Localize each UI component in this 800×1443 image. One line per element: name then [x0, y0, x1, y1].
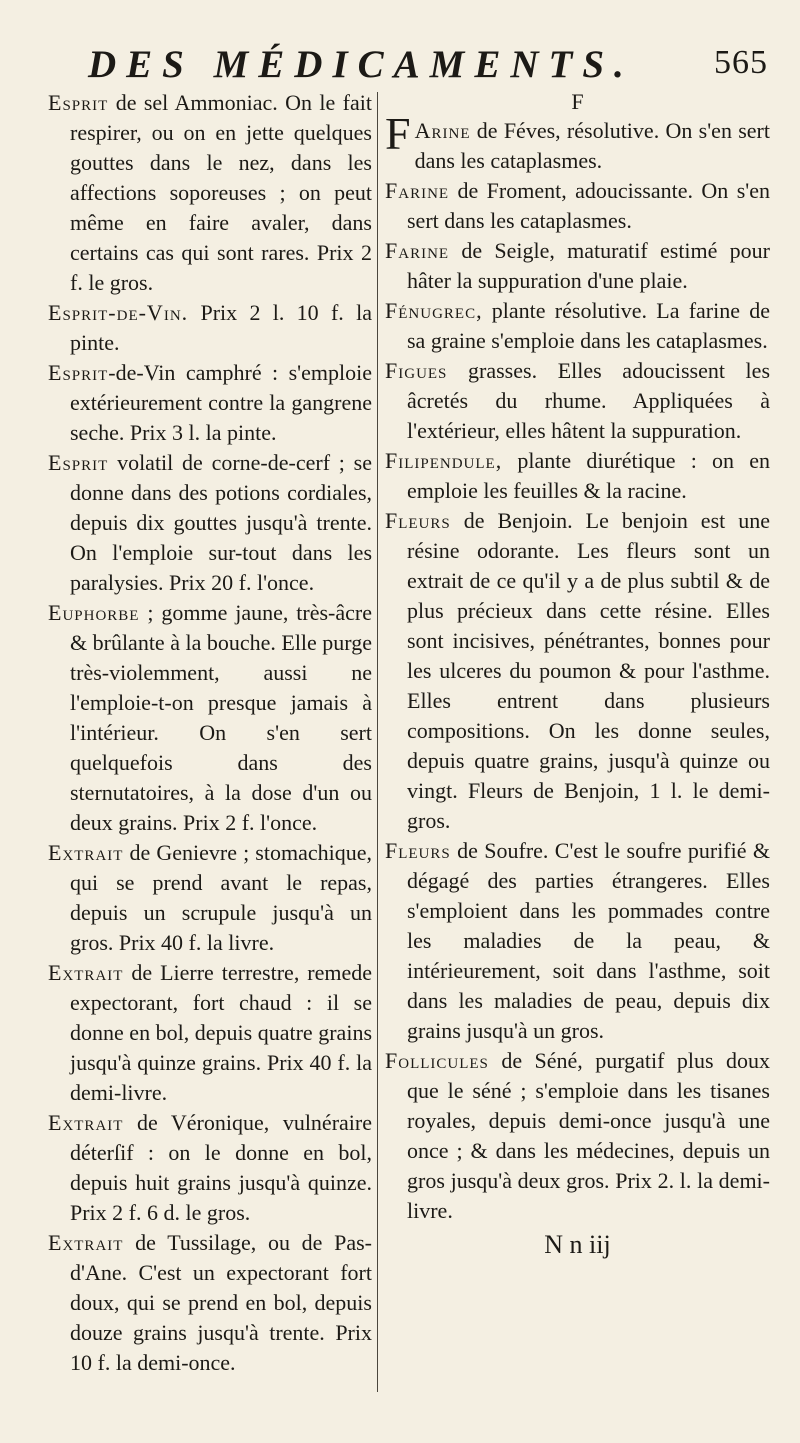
entry-headword: Fleurs — [385, 838, 451, 863]
entry-extrait-genievre — [48, 838, 372, 958]
left-column — [48, 88, 372, 1378]
right-column — [385, 88, 770, 1260]
entry-text: de Soufre. C'est le soufre purifié & dégagé des parties étrangeres. Elles s'emploient dans les pommades contre les maladies de la peau, & intérieurement, soit dans l'asthme, soit dans les maladies de peau, depuis dix grains jusqu'à un gros. — [407, 838, 770, 1043]
entry-fleurs-soufre — [385, 836, 770, 1046]
entry-text: -de-Vin camphré : s'emploie extérieurement contre la gangrene seche. Prix 3 l. la pinte. — [70, 360, 372, 445]
entry-farine-froment — [385, 176, 770, 236]
entry-headword: Filipendule, — [385, 448, 503, 473]
entry-text: de Séné, purgatif plus doux que le séné ; s'emploie dans les tisanes royales, depuis demi-once jusqu'à une once ; & dans les médecines, depuis un gros jusqu'à deux gros. Prix 2. l. la demi-livre. — [407, 1048, 770, 1223]
entry-text: de Froment, adoucissante. On s'en sert dans les cataplasmes. — [407, 178, 770, 233]
entry-farine-seigle — [385, 236, 770, 296]
entry-headword: Extrait — [48, 1230, 124, 1255]
entry-headword: Extrait — [48, 1110, 124, 1135]
page-number: 565 — [714, 44, 768, 81]
entry-text: de Véronique, vulnéraire déterſif : on le donne en bol, depuis huit grains jusqu'à quinze. Prix 2 f. 6 d. le gros. — [70, 1110, 372, 1225]
entry-extrait-veronique — [48, 1108, 372, 1228]
entry-headword: Follicules — [385, 1048, 489, 1073]
entry-text: de sel Ammoniac. On le fait respirer, ou on en jette quelques gouttes dans le nez, dans les affections soporeuses ; on peut même en faire avaler, dans certains cas qui sont rares. Prix 2 f. le gros. — [70, 90, 372, 295]
entry-text: plante diurétique : on en emploie les feuilles & la racine. — [407, 448, 770, 503]
column-rule — [377, 92, 378, 1392]
entry-headword: Esprit-de-Vin. — [48, 300, 189, 325]
entry-headword: Euphorbe — [48, 600, 140, 625]
entry-headword: Esprit — [48, 90, 109, 115]
entry-headword: Figues — [385, 358, 448, 383]
entry-headword: Fénugrec, — [385, 298, 483, 323]
entry-text: Prix 2 l. 10 f. la pinte. — [70, 300, 372, 355]
entry-farine-feves — [385, 108, 770, 176]
entry-headword: Extrait — [48, 960, 124, 985]
section-letter-heading: F — [571, 89, 584, 114]
entry-extrait-lierre — [48, 958, 372, 1108]
signature-mark: N n iij — [544, 1230, 611, 1259]
entry-headword: Extrait — [48, 840, 124, 865]
entry-text: de Lierre terrestre, remede expectorant, fort chaud : il se donne en bol, depuis quatre grains jusqu'à quinze grains. Prix 40 f. la demi-livre. — [70, 960, 372, 1105]
entry-esprit-sel-ammoniac — [48, 88, 372, 298]
entry-text: volatil de corne-de-cerf ; se donne dans des potions cordiales, depuis dix gouttes jusqu'à trente. On l'emploie sur-tout dans les paralysies. Prix 20 f. l'once. — [70, 450, 372, 595]
entry-headword: Farine — [385, 178, 450, 203]
entry-euphorbe — [48, 598, 372, 838]
entry-text: de Benjoin. Le benjoin est une résine odorante. Les fleurs sont un extrait de ce qu'il y a de plus subtil & de plus précieux dans cette résine. Elles sont incisives, pénétrantes, bonnes pour les ulceres du poumon & pour l'asthme. Elles entrent dans plusieurs compositions. On les donne seules, depuis quatre grains, jusqu'à quinze ou vingt. Fleurs de Benjoin, 1 l. le demi-gros. — [407, 508, 770, 833]
entry-text: plante résolutive. La farine de sa graine s'emploie dans les cataplasmes. — [407, 298, 770, 353]
entry-headword: Arine — [414, 118, 471, 143]
entry-figues — [385, 356, 770, 446]
running-title: DES MÉDICAMENTS. — [88, 43, 634, 86]
entry-follicules-sene — [385, 1046, 770, 1226]
entry-filipendule — [385, 446, 770, 506]
running-head — [88, 42, 768, 87]
entry-text: de Féves, résolutive. On s'en sert dans les cataplasmes. — [414, 118, 770, 173]
drop-cap: F — [385, 108, 411, 159]
entry-headword: Esprit — [48, 450, 109, 475]
entry-fenugrec — [385, 296, 770, 356]
entry-text: grasses. Elles adoucissent les âcretés du rhume. Appliquées à l'extérieur, elles hâtent la suppuration. — [407, 358, 770, 443]
entry-headword: Fleurs — [385, 508, 451, 533]
entry-text: de Tussilage, ou de Pas-d'Ane. C'est un expectorant fort doux, qui se prend en bol, depuis douze grains jusqu'à trente. Prix 10 f. la demi-once. — [70, 1230, 372, 1375]
entry-extrait-tussilage — [48, 1228, 372, 1378]
entry-text: ; gomme jaune, très-âcre & brûlante à la bouche. Elle purge très-violemment, aussi ne l'emploie-t-on presque jamais à l'intérieur. On s'en sert quelquefois dans des sternutatoires, à la dose d'un ou deux grains. Prix 2 f. l'once. — [70, 600, 372, 835]
entry-text: de Seigle, maturatif estimé pour hâter la suppuration d'une plaie. — [407, 238, 770, 293]
entry-esprit-de-vin — [48, 298, 372, 358]
entry-fleurs-benjoin — [385, 506, 770, 836]
entry-headword: Esprit — [48, 360, 109, 385]
entry-text: de Genievre ; stomachique, qui se prend avant le repas, depuis un scrupule jusqu'à un gros. Prix 40 f. la livre. — [70, 840, 372, 955]
entry-headword: Farine — [385, 238, 450, 263]
entry-esprit-de-vin-camphre — [48, 358, 372, 448]
entry-esprit-volatil — [48, 448, 372, 598]
